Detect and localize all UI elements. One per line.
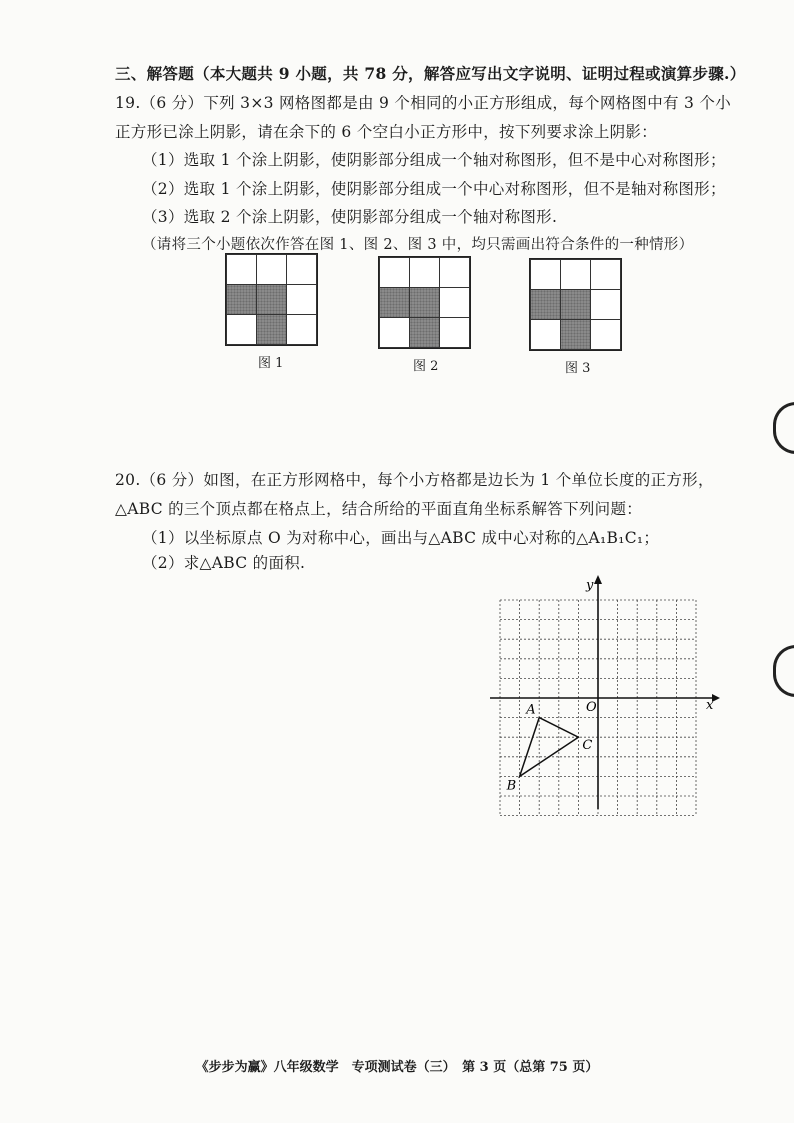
triangle-abc: [506, 703, 593, 794]
shaded-square: [226, 284, 257, 315]
blank-square: [226, 314, 257, 345]
blank-square: [439, 287, 470, 318]
q19-item3: （3）选取 2 个涂上阴影，使阴影部分组成一个轴对称图形.: [142, 208, 558, 226]
blank-square: [530, 319, 561, 350]
blank-square: [439, 257, 470, 288]
q20-item2: （2）求△ABC 的面积.: [142, 554, 306, 572]
blank-square: [226, 254, 257, 285]
binder-hole-bottom: [773, 645, 794, 697]
q19-item1: （1）选取 1 个涂上阴影，使阴影部分组成一个轴对称图形，但不是中心对称图形；: [142, 151, 726, 169]
q19-line1: 19.（6 分）下列 3×3 网格图都是由 9 个相同的小正方形组成，每个网格图中有 3 个小: [115, 94, 732, 112]
blank-square: [590, 259, 621, 290]
shaded-square: [379, 287, 410, 318]
section-heading: [115, 62, 746, 84]
q20-item1: （1）以坐标原点 O 为对称中心，画出与△ABC 成中心对称的△A₁B₁C₁；: [142, 529, 660, 547]
figure-2-caption: 图 2: [413, 359, 439, 374]
blank-square: [590, 319, 621, 350]
x-axis-label: x: [706, 698, 714, 713]
figure-3-caption: 图 3: [565, 361, 591, 376]
shaded-square: [256, 284, 287, 315]
binder-hole-top: [773, 402, 794, 454]
blank-square: [379, 257, 410, 288]
blank-square: [379, 317, 410, 348]
blank-square: [530, 259, 561, 290]
section-note: （本大题共 9 小题，共 78 分，解答应写出文字说明、证明过程或演算步骤.）: [194, 64, 746, 83]
shaded-square: [256, 314, 287, 345]
origin-label: O: [586, 700, 597, 715]
y-axis-label: y: [586, 578, 594, 593]
figure-3-grid: [529, 258, 622, 351]
q19-line2: 正方形已涂上阴影，请在余下的 6 个空白小正方形中，按下列要求涂上阴影：: [115, 123, 658, 141]
blank-square: [286, 314, 317, 345]
shaded-square: [409, 317, 440, 348]
triangle-outline: [520, 718, 579, 777]
blank-square: [439, 317, 470, 348]
vertex-label-a: A: [526, 702, 536, 718]
figure-1-grid: [225, 253, 318, 346]
blank-square: [590, 289, 621, 320]
q19-item2: （2）选取 1 个涂上阴影，使阴影部分组成一个中心对称图形，但不是轴对称图形；: [142, 180, 726, 198]
y-axis-arrow: [594, 575, 602, 584]
shaded-square: [560, 289, 591, 320]
shaded-square: [560, 319, 591, 350]
shaded-square: [530, 289, 561, 320]
q19-instruction: （请将三个小题依次作答在图 1、图 2、图 3 中，均只需画出符合条件的一种情形）: [142, 237, 694, 253]
page-footer: 《步步为赢》八年级数学 专项测试卷（三） 第 3 页（总第 75 页）: [195, 1060, 599, 1075]
section-title: 三、解答题: [115, 64, 195, 83]
vertex-label-c: C: [582, 738, 593, 754]
coordinate-grid-figure: [490, 575, 730, 815]
q20-line2: △ABC 的三个顶点都在格点上，结合所给的平面直角坐标系解答下列问题：: [115, 500, 643, 518]
vertex-label-b: B: [506, 778, 517, 794]
figure-2-grid: [378, 256, 471, 349]
blank-square: [256, 254, 287, 285]
q20-line1: 20.（6 分）如图，在正方形网格中，每个小方格都是边长为 1 个单位长度的正方形，: [115, 471, 714, 489]
blank-square: [409, 257, 440, 288]
blank-square: [286, 284, 317, 315]
blank-square: [560, 259, 591, 290]
shaded-square: [409, 287, 440, 318]
figure-1-caption: 图 1: [258, 356, 284, 371]
blank-square: [286, 254, 317, 285]
